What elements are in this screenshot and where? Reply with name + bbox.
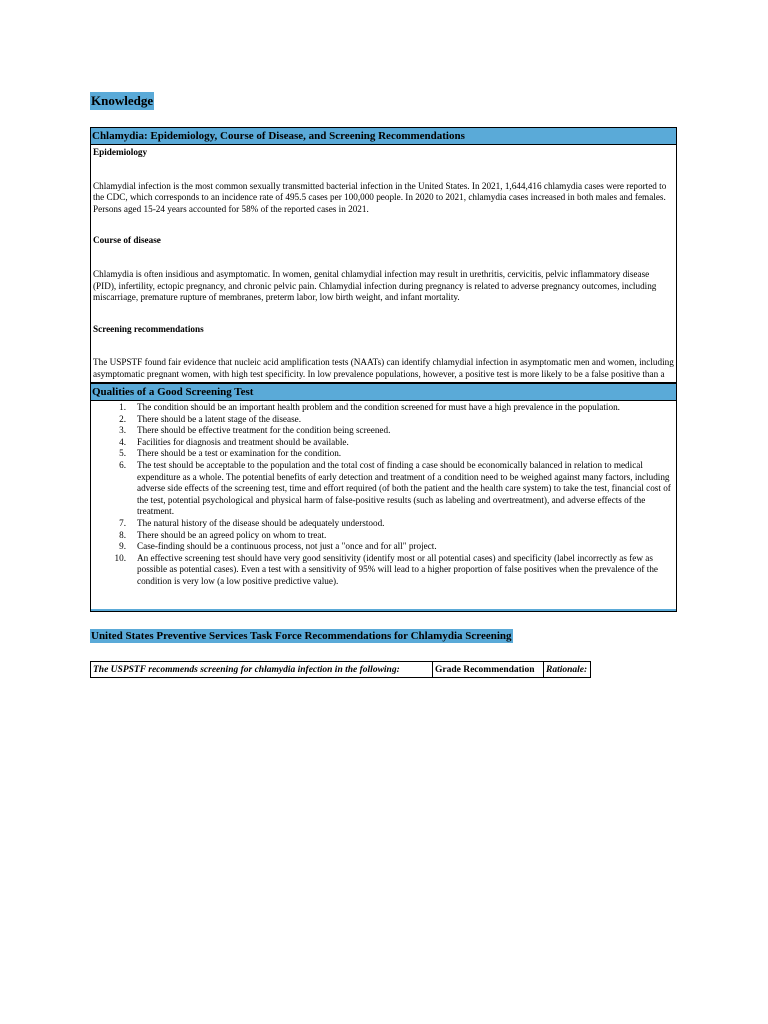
list-item-text: Facilities for diagnosis and treatment should be available. (137, 436, 349, 447)
list-item-number: 6. (119, 459, 126, 470)
list-item-text: Case-finding should be a continuous process, not just a "once and for all" project. (137, 541, 437, 552)
screening-label: Screening recommendations (93, 323, 204, 334)
list-item (91, 414, 676, 426)
course-label: Course of disease (93, 235, 161, 246)
screening-text: The USPSTF found fair evidence that nucleic acid amplification tests (NAATs) can identify chlamydial infection in asymptomatic men and women, including asymptomatic pregnant women, with high test specificity. In low prevalence populations, however, a positive test is more likely to be a false positive than a (93, 357, 674, 379)
list-item-number: 9. (119, 541, 126, 552)
population-column-header: The USPSTF recommends screening for chlamydia infection in the following: (91, 662, 433, 678)
recommendation-table (90, 661, 591, 678)
epidemiology-label: Epidemiology (93, 147, 148, 157)
qualities-section-header: Qualities of a Good Screening Test (91, 384, 676, 401)
list-item-text: An effective screening test should have very good sensitivity (identify most or all potential cases) and specificity (label incorrectly as few as possible as potential cases). Even a test with a sensitivity of 95% will lead to a higher proportion of false positives when the prevalence of the condition is very low (a low positive predictive value). (137, 552, 658, 586)
list-item (91, 553, 676, 588)
list-item-text: The test should be acceptable to the population and the total cost of finding a case should be economically balanced in relation to medical expenditure as a whole. The potential benefits of early detection and treatment of a condition need to be weighed against many factors, including adverse side effects of the screening test, time and effort required (of both the patient and the health care system) to take the test, financial cost of the test, potential psychological and physical harm of false-positive results (such as labeling and overtreatment), and adverse effects of the treatment. (137, 459, 671, 517)
list-item-number: 4. (119, 436, 126, 447)
list-item-number: 7. (119, 517, 126, 528)
list-item (91, 530, 676, 542)
list-item-number: 5. (119, 448, 126, 459)
qualities-section (90, 383, 677, 612)
list-item-number: 10. (114, 552, 126, 563)
list-item (91, 518, 676, 530)
course-text: Chlamydia is often insidious and asymptomatic. In women, genital chlamydial infection may result in urethritis, cervicitis, pelvic inflammatory disease (PID), infertility, ectopic pregnancy, and chronic pelvic pain. Chlamydial infection during pregnancy is related to adverse pregnancy outcomes, including miscarriage, premature rupture of membranes, preterm labor, low birth weight, and infant mortality. (93, 268, 657, 303)
epidemiology-text: Chlamydial infection is the most common sexually transmitted bacterial infection in the United States. In 2021, 1,644,416 chlamydia cases were reported to the CDC, which corresponds to an incidence rate of 495.5 cases per 100,000 people. In 2020 to 2021, chlamydia cases increased in both males and females. Persons aged 15-24 years accounted for 58% of the reported cases in 2021. (93, 180, 667, 214)
list-item (91, 460, 676, 518)
chlamydia-section-header: Chlamydia: Epidemiology, Course of Disease, and Screening Recommendations (91, 128, 676, 145)
list-item (91, 448, 676, 460)
list-item (91, 437, 676, 449)
section-bottom-rule (91, 609, 676, 611)
list-item-number: 8. (119, 529, 126, 540)
list-item-text: The condition should be an important health problem and the condition screened for must have a high prevalence in the population. (137, 402, 620, 412)
list-item (91, 402, 676, 414)
list-item-number: 1. (119, 402, 126, 412)
list-item-text: There should be an agreed policy on whom to treat. (137, 529, 327, 540)
list-item-number: 2. (119, 413, 126, 424)
grade-column-header: Grade Recommendation (433, 662, 544, 678)
list-item-text: There should be a test or examination for the condition. (137, 448, 342, 459)
list-item-text: There should be effective treatment for the condition being screened. (137, 425, 391, 436)
chlamydia-section (90, 127, 677, 383)
list-item-number: 3. (119, 425, 126, 436)
qualities-list (91, 402, 676, 588)
knowledge-heading: Knowledge (91, 93, 154, 108)
list-item-text: There should be a latent stage of the disease. (137, 413, 302, 424)
uspstf-heading: United States Preventive Services Task Force Recommendations for Chlamydia Screening (91, 630, 512, 642)
list-item (91, 425, 676, 437)
list-item (91, 541, 676, 553)
table-row (91, 662, 591, 678)
rationale-column-header: Rationale: (544, 662, 591, 678)
list-item-text: The natural history of the disease should be adequately understood. (137, 517, 385, 528)
